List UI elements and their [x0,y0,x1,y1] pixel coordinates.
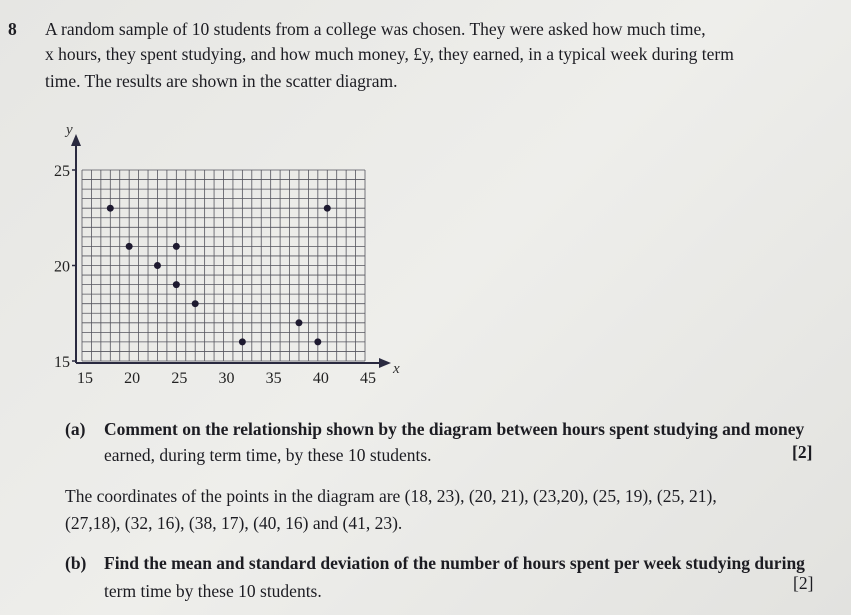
part-b-line: Find the mean and standard deviation of the number of hours spent per week studying during [104,553,805,573]
data-point [192,300,199,307]
x-tick-label: 35 [265,370,282,387]
x-tick-label: 30 [218,370,235,387]
x-tick-label: 20 [124,370,141,387]
data-point [173,243,180,250]
x-tick-label: 25 [171,370,188,387]
question-number: 8 [8,19,17,39]
y-tick-label: 20 [54,258,70,276]
data-point [126,243,133,250]
part-a-line: Comment on the relationship shown by the diagram between hours spent studying and money [104,419,805,439]
data-point [239,338,246,345]
x-tick-label: 45 [360,370,376,387]
data-point [314,338,321,345]
data-point [324,205,331,212]
part-b-label: (b) [65,553,87,573]
y-tick-label: 15 [54,354,70,371]
x-axis-arrow [379,358,391,368]
data-point [154,262,161,269]
part-a-marks: [2] [792,442,813,462]
intro-line: x hours, they spent studying, and how much money, £y, they earned, in a typical week during term [45,44,734,64]
coordinates-line: The coordinates of the points in the diagram are (18, 23), (20, 21), (23,20), (25, 19), (25, 21), [65,486,717,506]
part-a-label: (a) [65,419,86,439]
data-point [173,281,180,288]
data-point [107,205,114,212]
y-tick-label: 25 [54,163,70,180]
x-tick-label: 15 [77,370,93,387]
data-point [295,319,302,326]
part-b-marks: [2] [793,573,814,593]
part-b-line: term time by these 10 students. [104,581,322,601]
part-a-line: earned, during term time, by these 10 students. [104,445,432,465]
y-axis-label: y [66,122,73,138]
intro-line: A random sample of 10 students from a college was chosen. They were asked how much time, [45,19,706,39]
intro-line: time. The results are shown in the scatter diagram. [45,71,398,91]
coordinates-line: (27,18), (32, 16), (38, 17), (40, 16) and (41, 23). [65,513,403,533]
x-axis-label: x [393,361,400,377]
x-tick-label: 40 [312,370,329,387]
